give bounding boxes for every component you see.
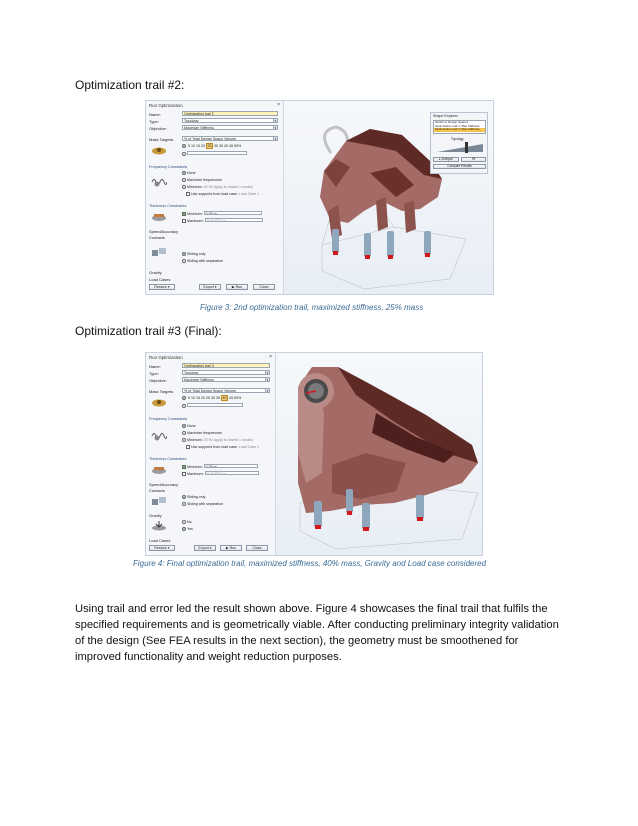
freq-min-radio[interactable] xyxy=(182,185,186,189)
freq-supports-option[interactable] xyxy=(186,445,259,449)
contact-separation-radio[interactable] xyxy=(182,259,186,263)
mass-custom-radio[interactable] xyxy=(182,404,186,408)
frequency-icon xyxy=(151,431,167,441)
mass-options[interactable] xyxy=(182,144,241,148)
shape-explorer-list[interactable] xyxy=(433,120,486,134)
mass-option[interactable]: 35 xyxy=(219,144,223,148)
figure-3-caption: Figure 3: 2nd optimization trail, maximized stiffness, 25% mass xyxy=(200,303,424,312)
mass-option[interactable]: 20 xyxy=(201,396,205,400)
mass-option[interactable]: 40 xyxy=(224,144,228,148)
freq-none-option[interactable] xyxy=(182,424,196,428)
thick-max-value: 0.012077 m xyxy=(206,472,226,475)
mass-targets-label: Mass Targets: xyxy=(149,389,174,394)
run-button[interactable]: ▶ Run xyxy=(226,284,248,290)
mass-mode-select[interactable] xyxy=(182,136,278,141)
thick-min-value: 0.05 m xyxy=(205,212,217,215)
mass-percent-radio[interactable] xyxy=(182,144,186,148)
chevron-down-icon: ▾ xyxy=(266,389,269,393)
export-label: Export xyxy=(203,285,214,289)
type-value: Topology xyxy=(184,119,199,123)
restore-label: Restore xyxy=(154,285,167,289)
thick-min-value: 0.05 m xyxy=(205,465,217,468)
contact-separation-label: Sliding with separation xyxy=(187,502,223,506)
freq-supports-option[interactable] xyxy=(186,192,259,196)
contacts-icon xyxy=(151,247,167,257)
mass-targets-icon xyxy=(151,145,167,155)
mass-option[interactable]: 5 xyxy=(188,396,190,400)
trail2-heading: Optimization trail #2: xyxy=(75,78,185,92)
objective-label: Objective: xyxy=(149,126,167,131)
contacts-icon xyxy=(151,496,167,506)
contact-separation-radio[interactable] xyxy=(182,502,186,506)
mass-custom-input[interactable] xyxy=(187,403,243,407)
restore-label: Restore xyxy=(154,546,167,550)
thick-min-check[interactable] xyxy=(182,465,186,469)
type-label: Type: xyxy=(149,119,159,124)
close-label: Close xyxy=(259,285,269,289)
run-optimization-panel xyxy=(146,353,276,555)
thick-max-input[interactable] xyxy=(205,471,259,475)
freq-loadcase: Load Case 1 xyxy=(238,445,260,449)
mass-option[interactable]: 50% xyxy=(234,396,242,400)
chevron-down-icon: ▾ xyxy=(266,378,269,382)
type-label: Type: xyxy=(149,371,159,376)
mass-option-selected[interactable]: 40 xyxy=(222,396,227,400)
mass-custom[interactable] xyxy=(182,403,243,408)
run-button[interactable]: ▶ Run xyxy=(220,545,242,551)
mass-targets-label: Mass Targets: xyxy=(149,137,174,142)
3d-viewport[interactable] xyxy=(284,101,494,294)
run-optimization-panel xyxy=(146,101,284,294)
compare-label: Compare Results xyxy=(447,164,472,168)
gravity-label: Gravity xyxy=(149,513,162,518)
freq-min-option[interactable] xyxy=(182,185,253,189)
freq-max-label: Maximize frequencies xyxy=(187,178,222,182)
name-value: Optimization trail 2 xyxy=(184,112,214,116)
freq-min-radio[interactable] xyxy=(182,438,186,442)
type-select[interactable] xyxy=(182,370,270,375)
mass-option[interactable]: 30 xyxy=(211,396,215,400)
contact-separation-option[interactable] xyxy=(182,259,223,263)
gravity-yes-option[interactable] xyxy=(182,527,193,531)
frequency-icon xyxy=(151,177,167,187)
figure-3-screenshot xyxy=(145,100,494,295)
chevron-down-icon: ▾ xyxy=(274,137,277,141)
type-value: Topology xyxy=(184,371,199,375)
freq-min-value: 20 Hz xyxy=(203,438,213,442)
close-button[interactable] xyxy=(253,284,275,290)
gravity-no-radio[interactable] xyxy=(182,520,186,524)
chevron-down-icon: ▾ xyxy=(266,371,269,375)
freq-modes: Apply to lowest 1 modes xyxy=(213,438,253,442)
trail3-heading: Optimization trail #3 (Final): xyxy=(75,324,222,338)
shape-explorer-item[interactable]: Optimization trail 1: Max Stiffness xyxy=(435,124,480,128)
export-label: Export xyxy=(198,546,209,550)
objective-select[interactable] xyxy=(182,125,278,130)
restore-button[interactable]: Restore ▾ xyxy=(149,284,175,290)
thickness-section-title: Thickness Constraints xyxy=(149,204,187,208)
freq-max-option[interactable] xyxy=(182,178,222,182)
contacts-row xyxy=(149,488,165,493)
freq-supports-label: Use supports from load case: xyxy=(191,445,238,449)
freq-supports-check[interactable] xyxy=(186,192,190,196)
contact-sliding-radio[interactable] xyxy=(182,495,186,499)
mass-mode-value: % of Total Design Space Volume xyxy=(184,137,237,141)
thick-min-check[interactable] xyxy=(182,212,186,216)
freq-modes: Apply to lowest 1 modes xyxy=(213,185,253,189)
objective-label: Objective: xyxy=(149,378,167,383)
name-input[interactable] xyxy=(182,111,278,116)
shape-explorer-item-selected[interactable]: Optimization trail 2: Max Stiffness xyxy=(434,128,485,132)
panel-title: Run Optimization xyxy=(149,103,183,108)
freq-none-option[interactable] xyxy=(182,171,196,175)
thick-max-check[interactable] xyxy=(182,472,186,476)
frequency-section-title: Frequency Constraints xyxy=(149,417,188,421)
freq-min-option[interactable] xyxy=(182,438,253,442)
mass-custom-radio[interactable] xyxy=(182,152,186,156)
contacts-label: Contacts xyxy=(149,488,165,493)
mass-option-selected[interactable]: 25 xyxy=(207,144,212,148)
freq-supports-check[interactable] xyxy=(186,445,190,449)
load-cases-label: Load Cases xyxy=(149,277,171,282)
figure-4-screenshot xyxy=(145,352,483,556)
contact-sliding-label: Sliding only xyxy=(187,252,206,256)
speed-accuracy-row xyxy=(149,482,178,487)
freq-min-value: 20 Hz xyxy=(203,185,213,189)
freq-max-radio[interactable] xyxy=(182,178,186,182)
frequency-section-title: Frequency Constraints xyxy=(149,165,188,169)
fit-label: Fit xyxy=(471,157,476,161)
mass-option[interactable]: 10 xyxy=(191,144,195,148)
mass-option[interactable]: 10 xyxy=(191,396,195,400)
thick-max-option[interactable] xyxy=(182,218,263,223)
mass-option[interactable]: 25 xyxy=(206,396,210,400)
close-button[interactable] xyxy=(246,545,268,551)
mass-option[interactable]: 45 xyxy=(229,144,233,148)
mass-option[interactable]: 15 xyxy=(196,396,200,400)
analyze-label: Analyze xyxy=(441,157,453,161)
mass-custom-input[interactable] xyxy=(187,151,247,155)
mass-option[interactable]: 50% xyxy=(234,144,242,148)
compare-results-button[interactable] xyxy=(433,164,486,169)
contact-sliding-option[interactable] xyxy=(182,252,205,256)
objective-value: Maximize Stiffness xyxy=(184,378,214,382)
export-button[interactable]: Export ▾ xyxy=(194,545,216,551)
freq-supports-label: Use supports from load case: xyxy=(191,192,238,196)
contact-sliding-option[interactable] xyxy=(182,495,205,499)
freq-max-label: Maximize frequencies xyxy=(187,431,222,435)
type-select[interactable] xyxy=(182,118,278,123)
body-paragraph: Using trail and error led the result shown above. Figure 4 showcases the final trail that fulfils the specified requirements and is geometrically viable. After conducting preliminary integrity validation of the design (See FEA results in the next section), the geometry must be smoothened for improved functionality and weight reduction purposes. xyxy=(75,603,559,663)
load-cases-label: Load Cases xyxy=(149,538,171,543)
figure-4-caption: Figure 4: Final optimization trail, maximized stiffness, 40% mass, Gravity and Load case considered xyxy=(133,559,487,568)
thick-max-label: Maximum: xyxy=(187,472,204,476)
mass-option[interactable]: 20 xyxy=(201,144,205,148)
run-label: Run xyxy=(229,546,237,550)
contacts-row xyxy=(149,235,165,240)
mass-custom[interactable] xyxy=(182,151,247,156)
shape-explorer-item[interactable]: Switch to Design Spaces xyxy=(435,121,469,124)
thick-max-option[interactable] xyxy=(182,471,259,476)
thick-min-label: Minimum: xyxy=(187,212,203,216)
thick-min-input[interactable] xyxy=(204,464,258,468)
thick-max-input[interactable] xyxy=(205,218,263,222)
name-value: Optimization trail 3 xyxy=(184,364,214,368)
thickness-icon xyxy=(151,212,167,222)
gravity-no-option[interactable] xyxy=(182,520,192,524)
objective-value: Maximize Stiffness xyxy=(184,126,214,130)
panel-title: Run Optimization xyxy=(149,355,183,360)
freq-max-radio[interactable] xyxy=(182,431,186,435)
freq-none-radio[interactable] xyxy=(182,424,186,428)
3d-viewport[interactable] xyxy=(276,353,483,555)
topology-result-render xyxy=(276,353,483,556)
gravity-no-label: No xyxy=(187,520,192,524)
restore-button[interactable]: Restore ▾ xyxy=(149,545,175,551)
contact-sliding-radio[interactable] xyxy=(182,252,186,256)
topology-slider[interactable] xyxy=(435,142,485,153)
freq-min-label: Minimum: xyxy=(187,438,203,442)
mass-mode-select[interactable] xyxy=(182,388,270,393)
shape-explorer-title: Shape Explorer xyxy=(433,114,458,118)
thick-min-option[interactable] xyxy=(182,464,258,469)
gravity-yes-label: Yes xyxy=(187,527,193,531)
thick-max-value: 0.012077 m xyxy=(206,219,226,222)
mass-option[interactable]: 5 xyxy=(188,144,190,148)
mass-mode-value: % of Total Design Space Volume xyxy=(184,389,237,393)
gravity-yes-radio[interactable] xyxy=(182,527,186,531)
gravity-icon xyxy=(151,521,167,531)
panel-close-icon[interactable]: × xyxy=(277,102,280,108)
freq-none-label: None xyxy=(187,171,196,175)
freq-none-radio[interactable] xyxy=(182,171,186,175)
close-label: Close xyxy=(252,546,262,550)
thick-min-input[interactable] xyxy=(204,211,262,215)
panel-close-icon[interactable]: × xyxy=(269,354,272,360)
thick-max-check[interactable] xyxy=(182,219,186,223)
speed-label: Speed/Accuracy xyxy=(149,229,179,234)
freq-none-label: None xyxy=(187,424,196,428)
thick-min-option[interactable] xyxy=(182,211,262,216)
freq-max-option[interactable] xyxy=(182,431,222,435)
shape-explorer-panel xyxy=(430,112,488,174)
fit-button[interactable] xyxy=(461,157,486,162)
run-label: Run xyxy=(235,285,243,289)
name-label: Name: xyxy=(149,112,161,117)
chevron-down-icon: ▾ xyxy=(274,126,277,130)
freq-min-label: Minimum: xyxy=(187,185,203,189)
contacts-label: Contacts xyxy=(149,235,165,240)
mass-option[interactable]: 30 xyxy=(214,144,218,148)
mass-options[interactable] xyxy=(182,396,241,400)
analyze-button[interactable]: ▸ Analyze xyxy=(433,157,459,162)
mass-option[interactable]: 35 xyxy=(216,396,220,400)
mass-option[interactable]: 15 xyxy=(196,144,200,148)
export-button[interactable]: Export ▾ xyxy=(199,284,221,290)
mass-option[interactable]: 45 xyxy=(229,396,233,400)
contact-sliding-label: Sliding only xyxy=(187,495,206,499)
speed-label: Speed/Accuracy xyxy=(149,482,179,487)
contact-separation-label: Sliding with separation xyxy=(187,259,223,263)
mass-targets-icon xyxy=(151,397,167,407)
contact-separation-option[interactable] xyxy=(182,502,223,506)
speed-accuracy-row xyxy=(149,229,178,234)
objective-select[interactable] xyxy=(182,377,270,382)
gravity-label: Gravity xyxy=(149,270,162,275)
thickness-icon xyxy=(151,465,167,475)
name-label: Name: xyxy=(149,364,161,369)
name-input[interactable] xyxy=(182,363,270,368)
thickness-section-title: Thickness Constraints xyxy=(149,457,187,461)
support-pins xyxy=(332,229,431,259)
mass-percent-radio[interactable] xyxy=(182,396,186,400)
topology-slider-label: Topology xyxy=(451,137,464,141)
thick-max-label: Maximum: xyxy=(187,219,204,223)
freq-loadcase: Load Case 1 xyxy=(238,192,260,196)
thick-min-label: Minimum: xyxy=(187,465,203,469)
chevron-down-icon: ▾ xyxy=(274,119,277,123)
